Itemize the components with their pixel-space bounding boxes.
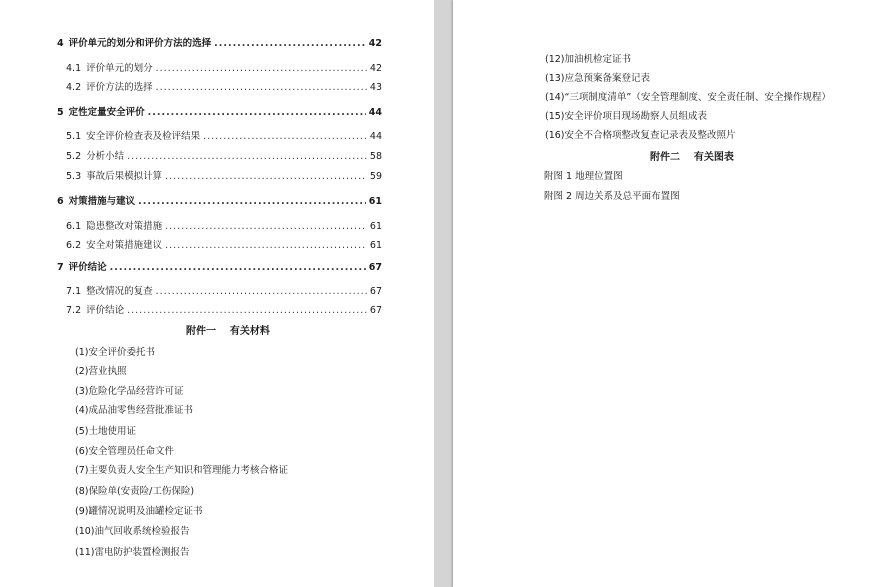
toc-page-number: 67: [369, 286, 382, 297]
toc-number: 6: [57, 196, 64, 207]
toc-section-row[interactable]: [66, 151, 382, 163]
toc-title: 定性定量安全评价: [68, 107, 145, 118]
appendix1-item: (5)土地使用证: [75, 426, 136, 437]
appendix1-item: (11)雷电防护装置检测报告: [75, 547, 190, 558]
toc-leader-dots: [165, 240, 367, 252]
document-page-right: [453, 0, 878, 587]
toc-page-number: 42: [368, 38, 382, 49]
toc-number: 4.2: [66, 82, 82, 93]
appendix1-item: (15)安全评价项目现场勘察人员组成表: [545, 111, 708, 122]
toc-page-number: 61: [369, 240, 382, 251]
toc-page-number: 44: [368, 107, 382, 118]
toc-section-row[interactable]: [66, 305, 382, 317]
toc-section-row[interactable]: [66, 63, 382, 75]
toc-page-number: 43: [369, 82, 382, 93]
toc-page-number: 59: [369, 171, 382, 182]
toc-chapter-row[interactable]: [57, 38, 382, 50]
appendix2-item: 附图 1 地理位置图: [544, 171, 623, 182]
toc-number: 5.3: [66, 171, 82, 182]
appendix1-item: (12)加油机检定证书: [545, 54, 632, 65]
appendix1-item: (8)保险单(安责险/工伤保险): [75, 486, 195, 497]
toc-leader-dots: [148, 107, 366, 119]
toc-section-row[interactable]: [66, 131, 382, 143]
toc-number: 7.2: [66, 305, 82, 316]
toc-number: 5.2: [66, 151, 82, 162]
appendix2-heading: 附件二 有关图表: [650, 152, 734, 163]
appendix1-item: (9)罐情况说明及油罐检定证书: [75, 506, 203, 517]
toc-title: 事故后果模拟计算: [86, 171, 163, 182]
toc-title: 隐患整改对策措施: [86, 221, 163, 232]
document-page-left: [0, 0, 434, 587]
toc-title: 评价单元的划分和评价方法的选择: [68, 38, 212, 49]
toc-page-number: 61: [368, 196, 382, 207]
appendix1-item: (4)成品油零售经营批准证书: [75, 405, 193, 416]
toc-leader-dots: [127, 151, 367, 163]
toc-leader-dots: [110, 262, 366, 274]
toc-leader-dots: [156, 63, 367, 75]
page-gap: [434, 0, 453, 587]
toc-page-number: 67: [369, 305, 382, 316]
toc-leader-dots: [138, 196, 366, 208]
appendix1-item: (2)营业执照: [75, 366, 127, 377]
toc-section-row[interactable]: [66, 171, 382, 183]
toc-chapter-row[interactable]: [57, 196, 382, 208]
toc-title: 整改情况的复查: [86, 286, 153, 297]
toc-page-number: 67: [368, 262, 382, 273]
toc-number: 5.1: [66, 131, 82, 142]
appendix1-item: (10)油气回收系统检验报告: [75, 526, 190, 537]
toc-leader-dots: [127, 305, 367, 317]
toc-number: 6.2: [66, 240, 82, 251]
toc-section-row[interactable]: [66, 82, 382, 94]
toc-number: 5: [57, 107, 64, 118]
toc-section-row[interactable]: [66, 240, 382, 252]
appendix1-item: (1)安全评价委托书: [75, 347, 155, 358]
toc-leader-dots: [165, 221, 367, 233]
toc-title: 对策措施与建议: [68, 196, 136, 207]
toc-leader-dots: [203, 131, 367, 143]
toc-section-row[interactable]: [66, 221, 382, 233]
toc-section-row[interactable]: [66, 286, 382, 298]
appendix1-item: (14)“三项制度清单”（安全管理制度、安全责任制、安全操作规程）: [545, 92, 831, 103]
toc-page-number: 61: [369, 221, 382, 232]
toc-number: 7: [57, 262, 64, 273]
toc-number: 6.1: [66, 221, 82, 232]
appendix1-item: (16)安全不合格项整改复查记录表及整改照片: [545, 130, 736, 141]
toc-leader-dots: [214, 38, 366, 50]
toc-leader-dots: [156, 82, 367, 94]
toc-title: 分析小结: [86, 151, 125, 162]
toc-number: 4.1: [66, 63, 82, 74]
toc-page-number: 44: [369, 131, 382, 142]
toc-title: 评价结论: [86, 305, 125, 316]
toc-title: 安全评价检查表及检评结果: [86, 131, 201, 142]
toc-page-number: 58: [369, 151, 382, 162]
toc-leader-dots: [156, 286, 367, 298]
appendix1-heading: 附件一 有关材料: [186, 326, 270, 337]
toc-title: 安全对策措施建议: [86, 240, 163, 251]
appendix2-item: 附图 2 周边关系及总平面布置图: [544, 191, 680, 202]
toc-chapter-row[interactable]: [57, 107, 382, 119]
toc-number: 7.1: [66, 286, 82, 297]
toc-title: 评价结论: [68, 262, 107, 273]
toc-page-number: 42: [369, 63, 382, 74]
appendix1-item: (3)危险化学品经营许可证: [75, 386, 184, 397]
toc-number: 4: [57, 38, 64, 49]
toc-title: 评价单元的划分: [86, 63, 153, 74]
toc-leader-dots: [165, 171, 367, 183]
appendix1-item: (7)主要负责人安全生产知识和管理能力考核合格证: [75, 465, 288, 476]
appendix1-item: (6)安全管理员任命文件: [75, 446, 174, 457]
toc-title: 评价方法的选择: [86, 82, 153, 93]
appendix1-item: (13)应急预案备案登记表: [545, 73, 651, 84]
toc-chapter-row[interactable]: [57, 262, 382, 274]
